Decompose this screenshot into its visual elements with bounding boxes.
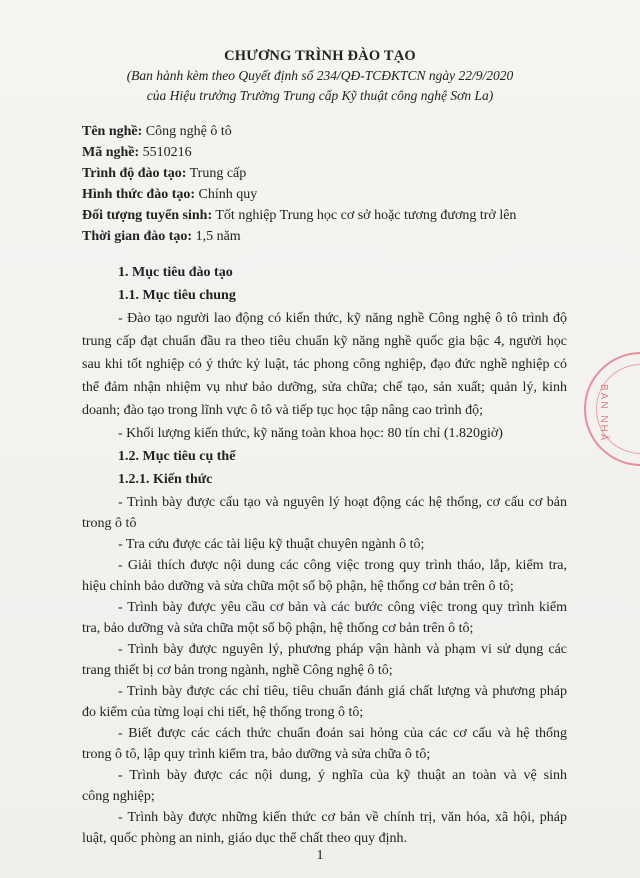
info-ma-nghe (82, 145, 192, 161)
info-value: Chính quy (195, 187, 258, 202)
paragraph-line: doanh; đào tạo trong lĩnh vực ô tô và tiếp tục học tập nâng cao trình độ; (82, 403, 484, 418)
list-item-line: hiệu chỉnh bảo dưỡng và sửa chữa một số bộ phận, hệ thống cơ bản trên ô tô; (82, 579, 514, 594)
info-label: Mã nghề: (82, 145, 140, 160)
info-value: Trung cấp (186, 166, 247, 181)
list-item-line: - Giải thích được nội dung các công việc trong quy trình tháo, lắp, kiểm tra, (118, 558, 567, 573)
info-thoi-gian (82, 229, 241, 245)
list-item-line: - Trình bày được nguyên lý, phương pháp vận hành và phạm vi sử dụng các (118, 642, 567, 657)
list-item-line: tra, bảo dưỡng và sửa chữa một số bộ phận, hệ thống cơ bản trên ô tô; (82, 621, 474, 636)
paragraph-line: sau khi tốt nghiệp có ý thức kỷ luật, tác phong công nghiệp, đạo đức nghề nghiệp có (82, 357, 567, 372)
list-item-line: luật, quốc phòng an ninh, giáo dục thể chất theo quy định. (82, 831, 408, 846)
section-heading-1-2: 1.2. Mục tiêu cụ thể (118, 449, 236, 464)
info-value: Tốt nghiệp Trung học cơ sở hoặc tương đương trở lên (212, 208, 517, 223)
paragraph-line: trung cấp đạt chuẩn đầu ra theo tiêu chuẩn kỹ năng nghề quốc gia bậc 4, người học (82, 334, 567, 349)
info-label: Trình độ đào tạo: (82, 166, 187, 181)
red-stamp (584, 352, 640, 466)
page-number: 1 (316, 848, 324, 863)
info-label: Hình thức đào tạo: (82, 187, 196, 202)
list-item-line: - Tra cứu được các tài liệu kỹ thuật chuyên ngành ô tô; (118, 537, 425, 552)
info-label: Tên nghề: (82, 124, 143, 139)
info-ten-nghe (82, 124, 232, 140)
paragraph-line: - Khối lượng kiến thức, kỹ năng toàn khoa học: 80 tín chỉ (1.820giờ) (118, 426, 503, 441)
paragraph-line: thể đảm nhận nhiệm vụ như bảo dưỡng, sửa chữa; chế tạo, sản xuất; quản lý, kinh (82, 380, 567, 395)
list-item-line: trong ô tô (82, 516, 137, 531)
info-label: Đối tượng tuyển sinh: (82, 208, 213, 223)
section-heading-1: 1. Mục tiêu đào tạo (118, 265, 233, 280)
section-heading-1-2-1: 1.2.1. Kiến thức (118, 472, 213, 487)
list-item-line: - Trình bày được yêu cầu cơ bản và các bước công việc trong quy trình kiểm (118, 600, 567, 615)
section-heading-1-1: 1.1. Mục tiêu chung (118, 288, 236, 303)
list-item-line: - Trình bày được các nội dung, ý nghĩa của kỹ thuật an toàn và vệ sinh (118, 768, 567, 783)
list-item-line: trong ô tô, lập quy trình kiểm tra, bảo dưỡng và sửa chữa ô tô; (82, 747, 431, 762)
list-item-line: - Trình bày được những kiến thức cơ bản về chính trị, văn hóa, xã hội, pháp (118, 810, 567, 825)
info-label: Thời gian đào tạo: (82, 229, 193, 244)
list-item-line: công nghiệp; (82, 789, 155, 804)
list-item-line: trang thiết bị cơ bản trong ngành, nghề Công nghệ ô tô; (82, 663, 393, 678)
info-hinh-thuc (82, 187, 257, 203)
info-value: Công nghệ ô tô (142, 124, 232, 139)
list-item-line: - Biết được các cách thức chuẩn đoán sai hỏng của các cơ cấu và hệ thống (118, 726, 567, 741)
info-value: 1,5 năm (192, 229, 241, 244)
list-item-line: đo kiểm của từng loại chi tiết, hệ thống trong ô tô; (82, 705, 364, 720)
subtitle-line-1: (Ban hành kèm theo Quyết định số 234/QĐ-TCĐKTCN ngày 22/9/2020 (126, 68, 514, 83)
info-value: 5510216 (139, 145, 192, 160)
info-trinh-do (82, 166, 246, 182)
paragraph-line: - Đào tạo người lao động có kiến thức, kỹ năng nghề Công nghệ ô tô trình độ (118, 311, 567, 326)
info-doi-tuong (82, 208, 516, 224)
subtitle-line-2: của Hiệu trưởng Trường Trung cấp Kỹ thuật công nghệ Sơn La) (146, 88, 494, 103)
stamp-text: BAN NHÂ (598, 384, 609, 443)
list-item-line: - Trình bày được cấu tạo và nguyên lý hoạt động các hệ thống, cơ cấu cơ bản (118, 495, 567, 510)
page-title: CHƯƠNG TRÌNH ĐÀO TẠO (224, 48, 416, 64)
list-item-line: - Trình bày được các chỉ tiêu, tiêu chuẩn đánh giá chất lượng và phương pháp (118, 684, 567, 699)
